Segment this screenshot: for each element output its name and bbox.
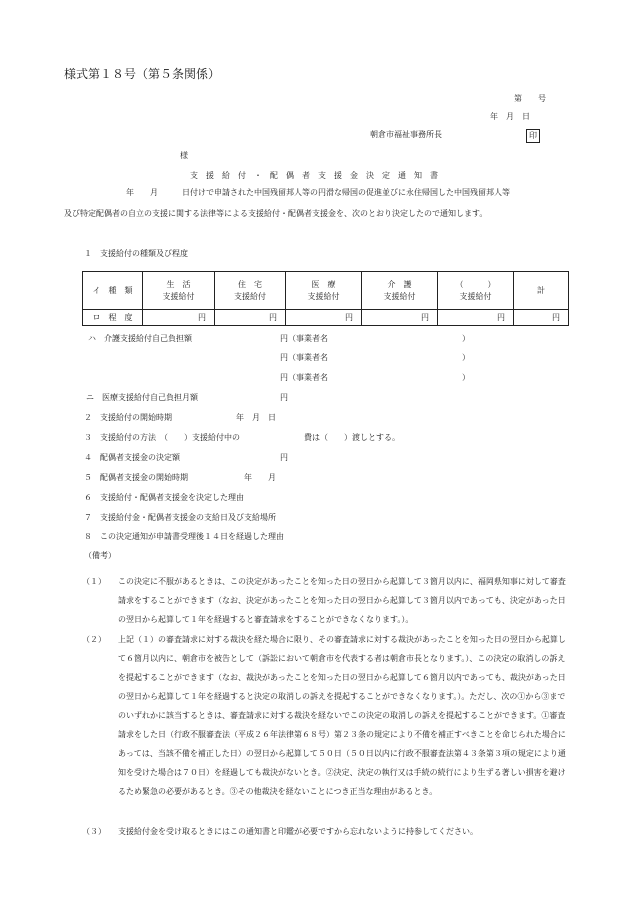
yen-cell: 円: [286, 310, 362, 326]
ha-label: ハ 介護支援給付自己負担額: [88, 334, 192, 343]
ha-line-2: 円（事業者名: [280, 353, 328, 362]
ha-line-3: 円（事業者名: [280, 373, 328, 382]
col-nursing: 介 護 支援給付: [362, 272, 438, 310]
intro-line-2: 及び特定配偶者の自立の支援に関する法律等による支援給付・配偶者支援金を、次のとおり決定したので通知します。: [64, 209, 488, 218]
remark-1-text: この決定に不服があるときは、この決定があったことを知った日の翌日から起算して３箇月以内に、福岡県知事に対して審査請求をすることができます（なお、決定があったことを知った日の翌日から起算して３箇月以内であっても、決定があった日の翌日から起算して１年を経過すると審査請求をすることができなくなります。）。: [118, 577, 566, 624]
form-number: 様式第１８号（第５条関係）: [64, 67, 221, 81]
yen-cell: 円: [143, 310, 215, 326]
ha-close-1: ）: [462, 334, 470, 343]
remark-2-text: 上記（１）の審査請求に対する裁決を経た場合に限り、その審査請求に対する裁決があったことを知った日の翌日から起算して６箇月以内に、朝倉市を被告として（訴訟において朝倉市を代表する者は朝倉市長となります。）、この決定の取消しの訴えを提起することができます（なお、裁決があったことを知った日の翌日から起算して６箇月以内であっても、裁決があった日の翌日から起算して１年を経過すると決定の取消しの訴えを提起することができなくなります。）。ただし、次の①から③までのいずれかに該当するときは、審査請求に対する裁決を経ないでこの決定の取消しの訴えを提起することができます。①審査請求をした日（行政不服審査法（平成２６年法律第６８号）第２３条の規定により不備を補正すべきことを命じられた場合にあっては、当該不備を補正した日）の翌日から起算して５０日（５０日以内に行政不服審査法第４３条第３項の規定により通知を受けた場合は７０日）を経過しても裁決がないとき。②決定、決定の執行又は手続の続行により生ずる著しい損害を避けるため緊急の必要があるとき。③その他裁決を経ないことにつき正当な理由があるとき。: [118, 635, 566, 796]
ni-value: 円: [280, 393, 288, 402]
item-4-label: ４ 配偶者支援金の決定額: [84, 453, 180, 462]
remark-3-text: 支援給付金を受け取るときにはこの通知書と印鑑が必要ですから忘れないように持参してください。: [118, 827, 478, 836]
item-2-label: ２ 支援給付の開始時期: [84, 413, 172, 422]
col-total: 計: [514, 272, 569, 310]
remark-2-number: （２）: [82, 635, 106, 644]
col-medical: 医 療 支援給付: [286, 272, 362, 310]
benefit-table: [82, 271, 569, 326]
col-living: 生 活 支援給付: [143, 272, 215, 310]
document-title: 支 援 給 付 ・ 配 偶 者 支 援 金 決 定 通 知 書: [190, 171, 438, 180]
remarks-heading: （備考）: [84, 551, 116, 560]
remark-2: [82, 630, 568, 820]
intro-line-1: 年 月 日付けで申請された中国残留邦人等の円滑な帰国の促進並びに永住帰国した中国残留邦人等: [126, 188, 510, 197]
ha-line-1: 円（事業者名: [280, 334, 328, 343]
ni-label: ニ 医療支援給付自己負担月額: [86, 393, 198, 402]
item-2-value: 年 月 日: [236, 413, 276, 422]
yen-cell: 円: [514, 310, 569, 326]
seal-box: 印: [526, 129, 540, 143]
section-1-heading: １ 支援給付の種類及び程度: [84, 249, 188, 258]
yen-cell: 円: [362, 310, 438, 326]
ha-close-2: ）: [462, 353, 470, 362]
item-5-value: 年 月: [244, 473, 276, 482]
item-8: ８ この決定通知が申請書受理後１４日を経過した理由: [84, 532, 284, 541]
item-5-label: ５ 配偶者支援金の開始時期: [84, 473, 188, 482]
document-number: 第 号: [514, 94, 546, 103]
yen-cell: 円: [215, 310, 286, 326]
remark-3-number: （３）: [82, 827, 106, 836]
addressee-suffix: 様: [180, 151, 188, 160]
item-7: ７ 支援給付金・配偶者支援金の支給日及び支給場所: [84, 513, 276, 522]
yen-cell: 円: [438, 310, 514, 326]
row-label-degree: ロ 程 度: [83, 310, 143, 326]
remark-3: [82, 822, 568, 841]
issue-date: 年 月 日: [490, 112, 530, 121]
issuer-name: 朝倉市福祉事務所長: [370, 130, 442, 139]
col-housing: 住 宅 支援給付: [215, 272, 286, 310]
col-other: （ ） 支援給付: [438, 272, 514, 310]
item-3-label: ３ 支援給付の方法 （ ）支援給付中の: [84, 433, 240, 442]
item-4-value: 円: [280, 453, 288, 462]
item-6: ６ 支援給付・配偶者支援金を決定した理由: [84, 493, 244, 502]
item-3-value: 費は（ ）渡しとする。: [304, 433, 400, 442]
remark-1: [82, 572, 568, 629]
row-label-kind: イ 種 類: [83, 272, 143, 310]
remark-1-number: （１）: [82, 577, 106, 586]
ha-close-3: ）: [462, 373, 470, 382]
